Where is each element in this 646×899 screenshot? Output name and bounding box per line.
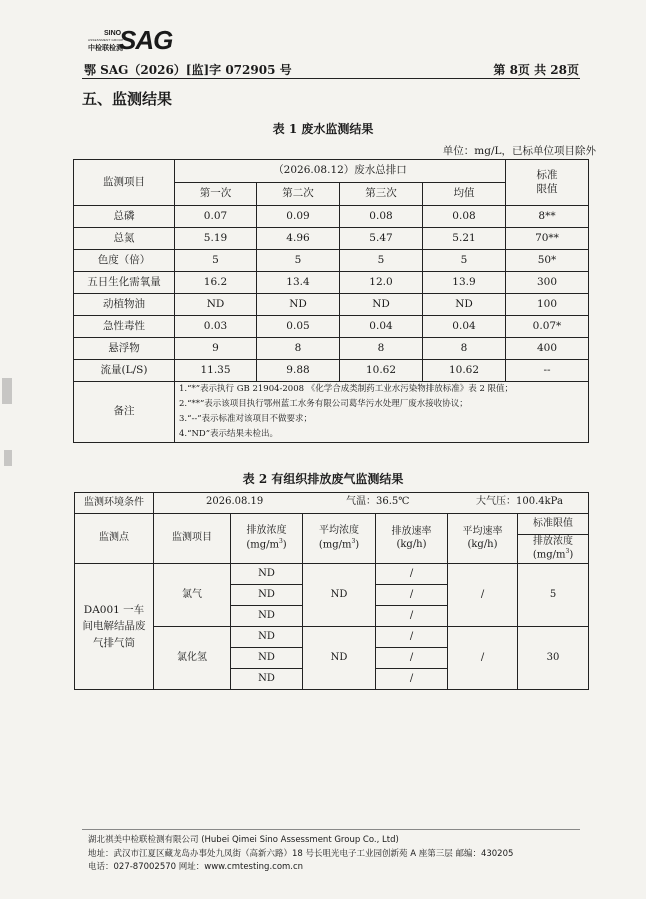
remarks (175, 382, 589, 443)
value-cell: ND (257, 294, 340, 316)
rate-cell: / (376, 648, 448, 669)
value-cell: 9.88 (257, 360, 340, 382)
remark-line: 1.“*”表示执行 GB 21904-2008 《化学合成类制药工业水污染物排放标准》表 2 限值； (179, 384, 514, 394)
footer-divider (82, 829, 580, 830)
header-divider (82, 78, 580, 79)
value-cell: 0.08 (340, 206, 423, 228)
avg-rate-cell: / (448, 627, 518, 690)
exhaust-gas-table (74, 492, 589, 690)
env-conditions (154, 493, 589, 514)
item-cell: 急性毒性 (74, 316, 175, 338)
conc-cell: ND (231, 648, 303, 669)
value-cell: 4.96 (257, 228, 340, 250)
standard-cell: 70** (506, 228, 589, 250)
col-avg-rate-header (448, 514, 518, 564)
env-label: 监测环境条件 (75, 493, 154, 514)
table-row (74, 206, 589, 228)
wastewater-table (73, 159, 589, 443)
col-header: 第二次 (257, 183, 340, 206)
conc-cell: ND (231, 669, 303, 690)
scan-mark (4, 450, 12, 466)
value-cell: 9 (175, 338, 257, 360)
col-header: 均值 (423, 183, 506, 206)
page-info: 第 8页 共 28页 (493, 63, 579, 77)
table2-caption: 表 2 有组织排放废气监测结果 (242, 472, 404, 486)
value-cell: 0.04 (340, 316, 423, 338)
value-cell: 5.47 (340, 228, 423, 250)
col-conc-header (231, 514, 303, 564)
value-cell: 8 (423, 338, 506, 360)
value-cell: 0.05 (257, 316, 340, 338)
table-row (74, 250, 589, 272)
standard-cell: 0.07* (506, 316, 589, 338)
col-header: 第一次 (175, 183, 257, 206)
section-title: 五、监测结果 (82, 90, 173, 108)
unit-mgm3: $(mg/m^3)$ (246, 537, 287, 551)
standard-cell: 400 (506, 338, 589, 360)
logo-chinese: 中检联检测 (88, 44, 123, 52)
value-cell: 0.09 (257, 206, 340, 228)
value-cell: 5 (175, 250, 257, 272)
item-cell: 流量(L/S) (74, 360, 175, 382)
avg-label: 平均浓度 (319, 525, 359, 537)
conc-cell: ND (231, 606, 303, 627)
remark-line: 4.“ND”表示结果未检出。 (179, 429, 279, 439)
gas-item: 氯化氢 (154, 627, 231, 690)
remark-line: 3.“--”表示标准对该项目不做要求； (179, 414, 313, 424)
remark-label: 备注 (74, 382, 175, 443)
col-rate-header (376, 514, 448, 564)
rate-cell: / (376, 606, 448, 627)
standard-cell: 8** (506, 206, 589, 228)
air-pressure: 大气压：100.4kPa (476, 496, 563, 507)
logo-sag: SAG (119, 25, 173, 55)
standard-header: 标准 限值 (506, 160, 589, 206)
remarks-row (74, 382, 589, 443)
group-header: （2026.08.12）废水总排口 (175, 160, 506, 183)
std-cell: 5 (518, 564, 589, 627)
conc-cell: ND (231, 564, 303, 585)
col-avg-header (303, 514, 376, 564)
standard-cell: 300 (506, 272, 589, 294)
std-sub-label: 排放浓度 (533, 535, 574, 547)
standard-cell: -- (506, 360, 589, 382)
value-cell: 5 (257, 250, 340, 272)
rate-cell: / (376, 669, 448, 690)
value-cell: 16.2 (175, 272, 257, 294)
item-cell: 动植物油 (74, 294, 175, 316)
value-cell: 5.21 (423, 228, 506, 250)
avg-rate-cell: / (448, 564, 518, 627)
rate-cell: / (376, 585, 448, 606)
value-cell: 0.08 (423, 206, 506, 228)
table-row (75, 564, 589, 585)
item-cell: 悬浮物 (74, 338, 175, 360)
table-row (74, 294, 589, 316)
item-cell: 色度（倍） (74, 250, 175, 272)
value-cell: 0.07 (175, 206, 257, 228)
avg-cell: ND (303, 627, 376, 690)
col-header: 第三次 (340, 183, 423, 206)
value-cell: 0.04 (423, 316, 506, 338)
air-temperature: 气温：36.5℃ (346, 496, 410, 507)
table-row (74, 338, 589, 360)
unit-mgm3: $(mg/m^3)$ (532, 548, 574, 561)
logo-sino: SINO (104, 30, 122, 37)
table-row (74, 360, 589, 382)
company-name: 湖北祺美中检联检测有限公司 (Hubei Qimei Sino Assessment Group Co., Ltd) (88, 835, 399, 845)
conc-cell: ND (231, 585, 303, 606)
value-cell: ND (340, 294, 423, 316)
footer (88, 834, 513, 875)
std-cell: 30 (518, 627, 589, 690)
remark-line: 2.“**”表示该项目执行鄂州蓝工水务有限公司葛华污水处理厂废水接收协议； (179, 399, 468, 409)
value-cell: ND (175, 294, 257, 316)
table1-unit-note: 单位：mg/L，已标单位项目除外 (442, 145, 596, 157)
rate-label: 排放速率 (391, 526, 432, 537)
standard-cell: 50* (506, 250, 589, 272)
value-cell: 0.03 (175, 316, 257, 338)
table-row (74, 228, 589, 250)
value-cell: 8 (257, 338, 340, 360)
company-address: 地址：武汉市江夏区藏龙岛办事处九凤街（高新六路）18 号长咀光电子工业园创新苑 A 座第三层 邮编：430205 (88, 848, 514, 859)
gas-item: 氯气 (154, 564, 231, 627)
report-number: 鄂 SAG（2026）[监]字 072905 号 (84, 63, 292, 77)
item-header: 监测项目 (74, 160, 175, 206)
logo-tagline: ASSESSMENT GROUP (88, 38, 124, 42)
value-cell: 10.62 (340, 360, 423, 382)
col-std-header: 标准限值 (518, 514, 589, 535)
conc-label: 排放浓度 (246, 525, 287, 537)
value-cell: 10.62 (423, 360, 506, 382)
col-point-header: 监测点 (75, 514, 154, 564)
value-cell: 11.35 (175, 360, 257, 382)
monitor-date: 2026.08.19 (206, 496, 264, 507)
rate-cell: / (376, 564, 448, 585)
value-cell: 5 (423, 250, 506, 272)
table1-caption: 表 1 废水监测结果 (272, 122, 374, 136)
unit-kgh: (kg/h) (396, 538, 427, 550)
rate-cell: / (376, 627, 448, 648)
unit-kgh: (kg/h) (467, 538, 498, 550)
value-cell: 5 (340, 250, 423, 272)
avg-cell: ND (303, 564, 376, 627)
standard-cell: 100 (506, 294, 589, 316)
company-contact: 电话：027-87002570 网址：www.cmtesting.com.cn (88, 862, 304, 872)
item-cell: 五日生化需氧量 (74, 272, 175, 294)
value-cell: ND (423, 294, 506, 316)
item-cell: 总氮 (74, 228, 175, 250)
item-cell: 总磷 (74, 206, 175, 228)
monitor-point: DA001 一车间电解结晶废气排气筒 (75, 564, 154, 690)
conc-cell: ND (231, 627, 303, 648)
value-cell: 12.0 (340, 272, 423, 294)
table-row (74, 272, 589, 294)
unit-mgm3: $(mg/m^3)$ (318, 537, 360, 551)
value-cell: 13.4 (257, 272, 340, 294)
scan-mark (2, 378, 12, 404)
value-cell: 5.19 (175, 228, 257, 250)
col-item-header: 监测项目 (154, 514, 231, 564)
value-cell: 13.9 (423, 272, 506, 294)
avg-rate-label: 平均速率 (462, 526, 503, 537)
value-cell: 8 (340, 338, 423, 360)
table-row (74, 316, 589, 338)
col-std-sub-header (518, 535, 589, 564)
